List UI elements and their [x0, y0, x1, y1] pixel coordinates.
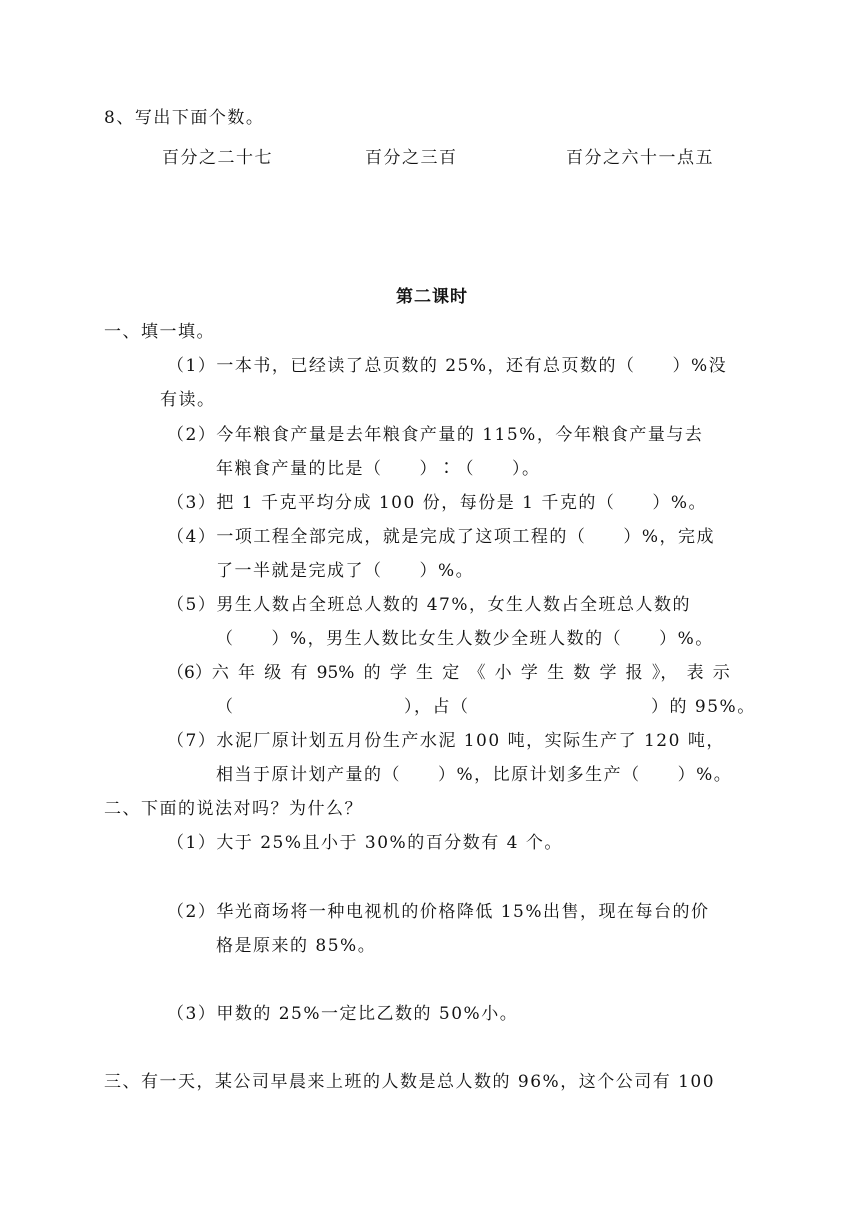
- fill-item-6-word: 95%: [316, 663, 355, 683]
- judge-item-3: （3）甲数的 25%一定比乙数的 50%小。: [167, 1004, 519, 1024]
- fill-item-7-line1: （7）水泥厂原计划五月份生产水泥 100 吨，实际生产了 120 吨，: [167, 731, 725, 751]
- fill-item-6-line2-b: ），占（: [404, 697, 470, 717]
- q8-item-1: 百分之二十七: [162, 148, 273, 168]
- fill-item-6-word: 有: [290, 663, 308, 683]
- judge-item-2-line2: 格是原来的 85%。: [216, 936, 377, 956]
- fill-item-6-word: 生: [416, 663, 434, 683]
- fill-item-4-line1: （4）一项工程全部完成，就是完成了这项工程的（ ）%，完成: [167, 527, 715, 547]
- q8-item-2: 百分之三百: [365, 148, 458, 168]
- fill-item-6-word: 学: [520, 663, 538, 683]
- section3-text: 三、有一天，某公司早晨来上班的人数是总人数的 96%，这个公司有 100: [104, 1072, 716, 1092]
- judge-item-1: （1）大于 25%且小于 30%的百分数有 4 个。: [167, 833, 563, 853]
- fill-item-6-word: 《: [468, 663, 486, 683]
- section2-heading: 二、下面的说法对吗？为什么？: [104, 799, 363, 819]
- fill-item-6-word: 报: [625, 663, 643, 683]
- fill-item-6-word: 学: [599, 663, 617, 683]
- section1-heading: 一、填一填。: [104, 322, 215, 342]
- fill-item-1-line2: 有读。: [160, 390, 216, 410]
- fill-item-6-word: （6）六: [167, 663, 229, 683]
- fill-item-2-line2: 年粮食产量的比是（ ）∶（ ）。: [216, 459, 541, 479]
- q8-heading: 8、写出下面个数。: [104, 108, 265, 128]
- fill-item-3: （3）把 1 千克平均分成 100 份，每份是 1 千克的（ ）%。: [167, 493, 707, 513]
- fill-item-6-word: 定: [442, 663, 460, 683]
- fill-item-6-word: 学: [389, 663, 407, 683]
- q8-item-3: 百分之六十一点五: [566, 148, 714, 168]
- fill-item-6-word: 小: [494, 663, 512, 683]
- fill-item-6-word: 》，: [651, 663, 678, 683]
- fill-item-7-line2: 相当于原计划产量的（ ）%，比原计划多生产（ ）%。: [216, 765, 733, 785]
- fill-item-5-line2: （ ）%，男生人数比女生人数少全班人数的（ ）%。: [216, 629, 714, 649]
- fill-item-6-word: 生: [547, 663, 565, 683]
- fill-item-6-line1: [167, 663, 730, 683]
- fill-item-6-word: 数: [573, 663, 591, 683]
- fill-item-4-line2: 了一半就是完成了（ ）%。: [216, 561, 475, 581]
- judge-item-2-line1: （2）华光商场将一种电视机的价格降低 15%出售，现在每台的价: [167, 902, 710, 922]
- fill-item-5-line1: （5）男生人数占全班总人数的 47%，女生人数占全班总人数的: [167, 595, 692, 615]
- lesson-title: 第二课时: [396, 287, 468, 307]
- fill-item-6-line2-a: （: [216, 697, 235, 717]
- fill-item-6-word: 级: [264, 663, 282, 683]
- fill-item-6-line2-c: ）的 95%。: [651, 697, 756, 717]
- fill-item-6-word: 示: [712, 663, 730, 683]
- fill-item-6-word: 的: [363, 663, 381, 683]
- fill-item-1-line1: （1）一本书，已经读了总页数的 25%，还有总页数的（ ）%没: [167, 356, 728, 376]
- fill-item-2-line1: （2）今年粮食产量是去年粮食产量的 115%，今年粮食产量与去: [167, 425, 704, 445]
- fill-item-6-word: 表: [686, 663, 704, 683]
- fill-item-6-word: 年: [238, 663, 256, 683]
